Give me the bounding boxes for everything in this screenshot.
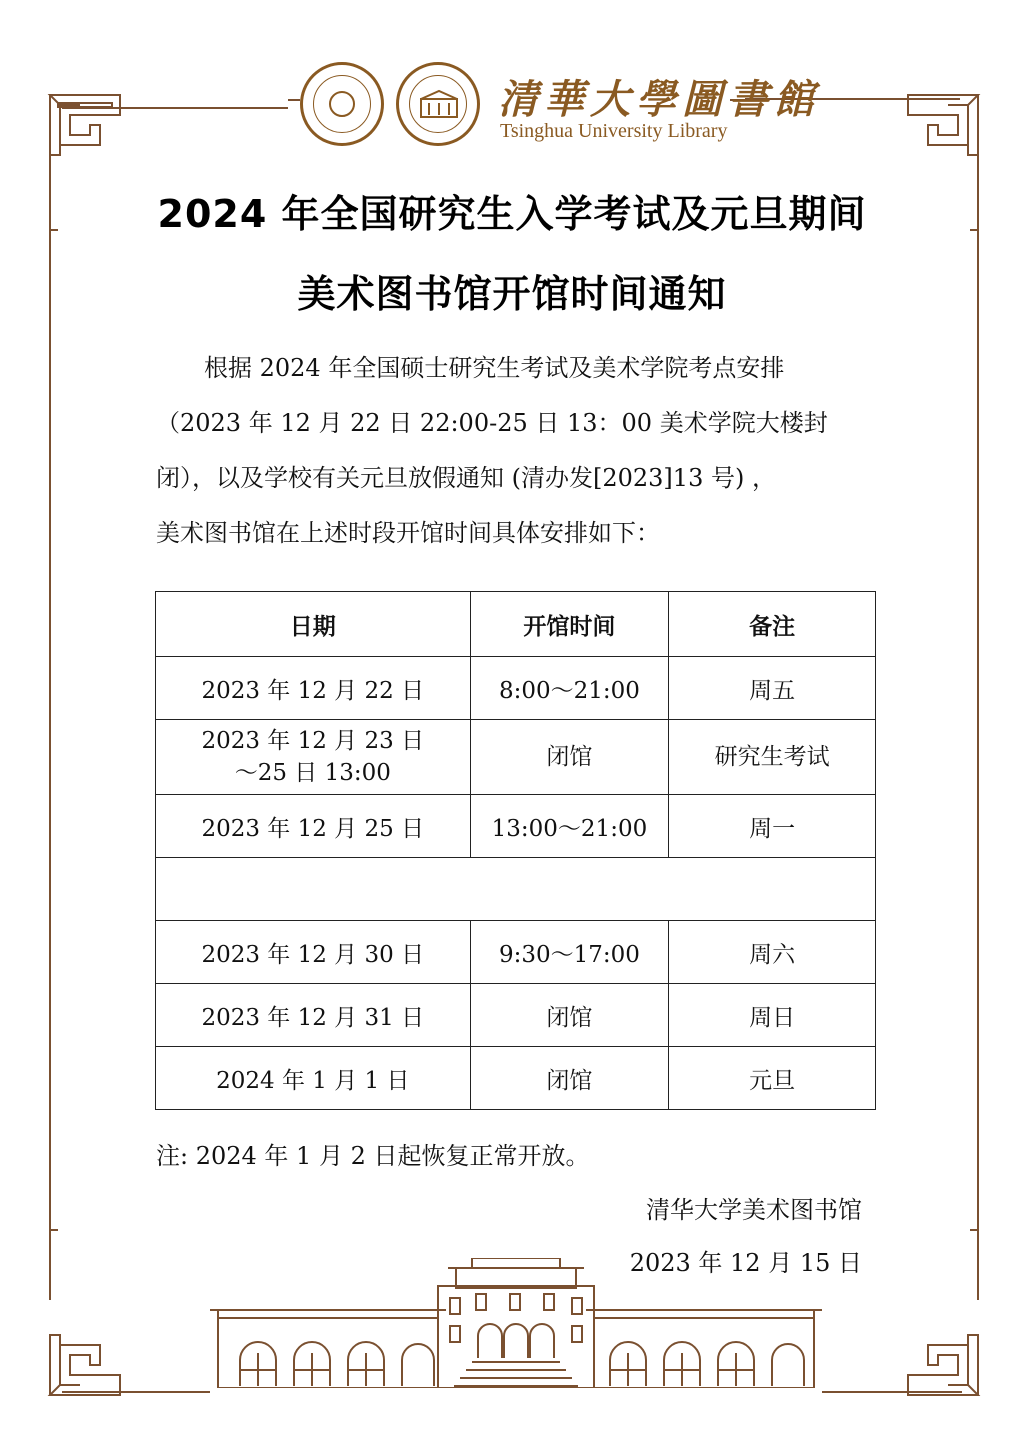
row-hours: 闭馆: [470, 1047, 669, 1110]
signature-date: 2023 年 12 月 15 日: [629, 1249, 862, 1277]
row-note: 周一: [669, 795, 876, 858]
body-line-1: 根据 2024 年全国硕士研究生考试及美术学院考点安排: [156, 354, 785, 382]
row-hours: 13:00～21:00: [470, 795, 669, 858]
header-date: 日期: [156, 592, 471, 657]
body-line-2: （2023 年 12 月 22 日 22:00-25 日 13：00 美术学院大楼封: [156, 409, 828, 437]
library-building-illustration: [210, 1258, 822, 1388]
body-line-3: 闭），以及学校有关元旦放假通知 (清办发[2023]13 号) ，: [156, 464, 776, 492]
table-row: [156, 1047, 876, 1110]
signature-organization: 清华大学美术图书馆: [646, 1196, 862, 1224]
row-date: [156, 720, 471, 795]
empty-cell: [156, 858, 876, 921]
row-note: 研究生考试: [669, 720, 876, 795]
header-hours: 开馆时间: [470, 592, 669, 657]
row-hours: 9:30～17:00: [470, 921, 669, 984]
table-row: [156, 657, 876, 720]
row-date: 2023 年 12 月 31 日: [156, 984, 471, 1047]
row-hours: 闭馆: [470, 720, 669, 795]
row-date: 2024 年 1 月 1 日: [156, 1047, 471, 1110]
row-date: 2023 年 12 月 25 日: [156, 795, 471, 858]
library-seal-icon: [396, 62, 480, 146]
table-row: [156, 921, 876, 984]
row-date: 2023 年 12 月 22 日: [156, 657, 471, 720]
header-note: 备注: [669, 592, 876, 657]
row-date-line2: ～25 日 13:00: [234, 760, 391, 786]
body-line-4: 美术图书馆在上述时段开馆时间具体安排如下：: [156, 519, 660, 547]
row-hours: 8:00～21:00: [470, 657, 669, 720]
notice-title-line1: 2024 年全国研究生入学考试及元旦期间: [157, 192, 867, 236]
row-note: 周六: [669, 921, 876, 984]
library-name-english: Tsinghua University Library: [500, 120, 728, 142]
row-note: 元旦: [669, 1047, 876, 1110]
university-seal-icon: [300, 62, 384, 146]
table-header-row: [156, 592, 876, 657]
row-date-line1: 2023 年 12 月 23 日: [201, 728, 425, 754]
table-row: [156, 720, 876, 795]
notice-title-line2: 美术图书馆开馆时间通知: [297, 272, 727, 316]
library-header-logo: [300, 62, 820, 148]
table-row: [156, 984, 876, 1047]
row-note: 周日: [669, 984, 876, 1047]
row-hours: 闭馆: [470, 984, 669, 1047]
library-building-icon: [419, 89, 459, 119]
library-name-chinese: 清華大學圖書館: [498, 76, 820, 123]
row-date: 2023 年 12 月 30 日: [156, 921, 471, 984]
row-note: 周五: [669, 657, 876, 720]
table-row: [156, 795, 876, 858]
footer-note: 注: 2024 年 1 月 2 日起恢复正常开放。: [156, 1142, 590, 1170]
table-row-empty: [156, 858, 876, 921]
opening-hours-table: [155, 591, 876, 1110]
